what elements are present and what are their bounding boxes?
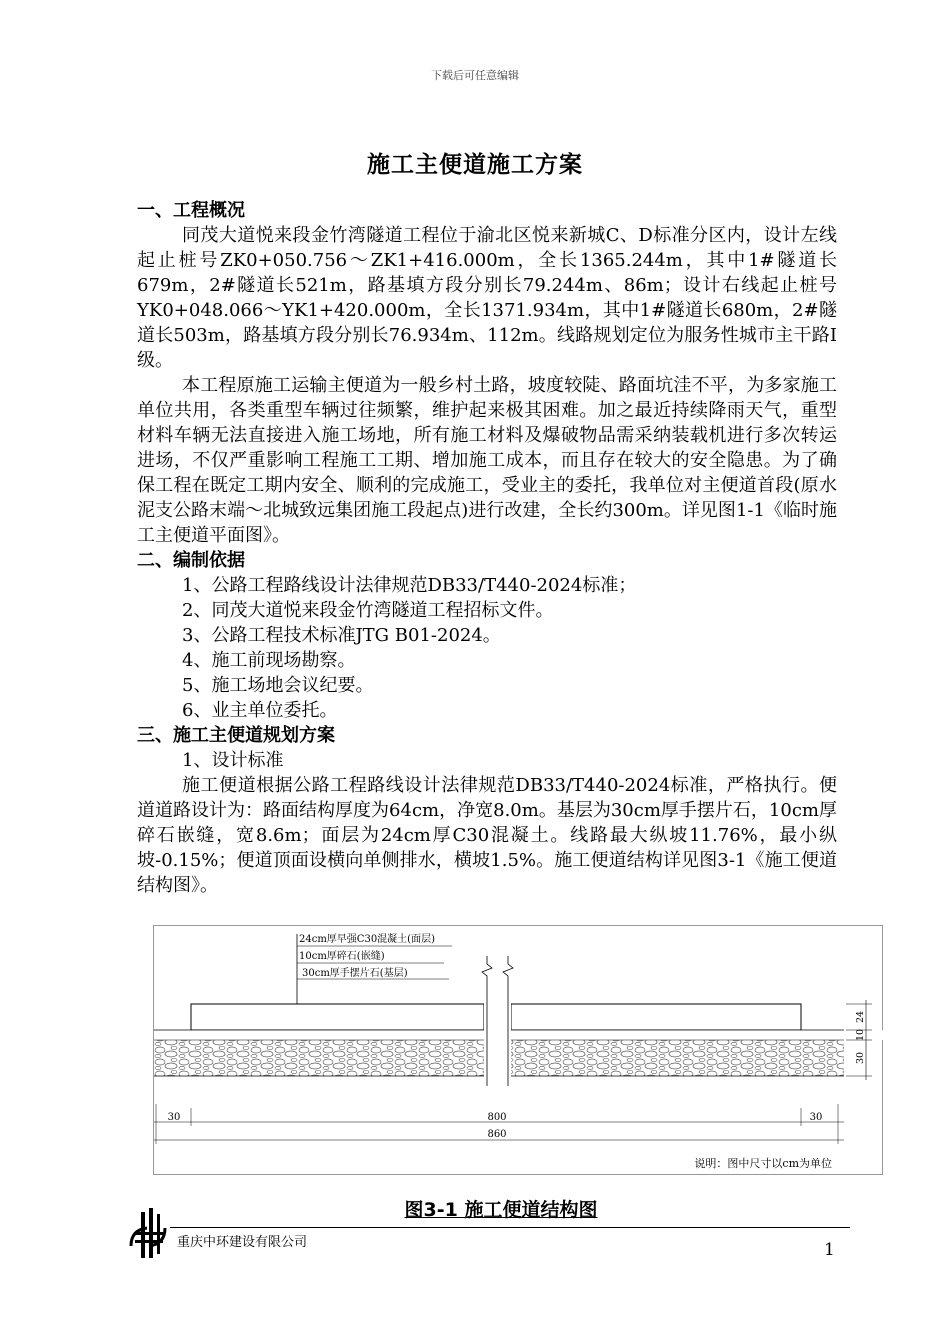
concrete-layer-right — [511, 1004, 801, 1030]
header-watermark: 下载后可任意编辑 — [431, 69, 519, 82]
dim-road-width: 800 — [487, 1112, 507, 1123]
layer-label-gravel: 10cm厚碎石(嵌缝) — [299, 951, 385, 962]
layer-label-base: 30cm厚手摆片石(基层) — [302, 968, 408, 979]
basis-item: 6、业主单位委托。 — [182, 700, 338, 721]
section-1-paragraph-2: 本工程原施工运输主便道为一般乡村土路，坡度较陡、路面坑洼不平，为多家施工单位共用，各类重型车辆过往频繁，维护起来极其困难。加之最近持续降雨天气，重型材料车辆无法直接进入施工场地，所有施工材料及爆破物品需采纳装载机进行多次转运进场，不仅严重影响工程施工工期、增加施工成本，而且存在较大的安全隐患。为了确保工程在既定工期内安全、顺利的完成施工，受业主的委托，我单位对主便道首段(原水泥支公路末端～北城致远集团施工段起点)进行改建，全长约300m。详见图1-1《临时施工主便道平面图》。 — [137, 375, 837, 546]
dim-left-width: 30 — [167, 1112, 181, 1123]
layer-label-surface: 24cm厚早强C30混凝土(面层) — [299, 934, 435, 945]
dim-height-base: 30 — [855, 1051, 866, 1065]
dim-height-gravel: 10 — [855, 1028, 866, 1042]
section-3-paragraph-1: 施工便道根据公路工程路线设计法律规范DB33/T440-2024标准，严格执行。便道道路设计为：路面结构厚度为64cm，净宽8.0m。基层为30cm厚手摆片石，10cm厚碎石嵌缝，宽8.6m；面层为24cm厚C30混凝土。线路最大纵坡11.76%，最小纵坡-0.15%；便道顶面设横向单侧排水，横坡1.5%。施工便道结构详见图3-1《施工便道结构图》。 — [137, 775, 837, 896]
section-2-heading: 二、编制依据 — [137, 550, 245, 571]
figure-note: 说明：图中尺寸以cm为单位 — [694, 1157, 832, 1170]
dim-right-width: 30 — [809, 1112, 823, 1123]
page-number: 1 — [824, 1240, 835, 1260]
concrete-layer-left — [191, 1004, 484, 1030]
basis-item: 5、施工场地会议纪要。 — [182, 675, 374, 696]
section-1-heading: 一、工程概况 — [137, 200, 245, 221]
footer-divider — [170, 1227, 850, 1228]
dim-total-width: 860 — [487, 1129, 507, 1140]
section-1-paragraph-1: 同茂大道悦来段金竹湾隧道工程位于渝北区悦来新城C、D标准分区内，设计左线起止桩号ZK0+050.756～ZK1+416.000m，全长1365.244m，其中1#隧道长679m，2#隧道长521m，路基填方段分别长79.244m、86m；设计右线起止桩号YK0+048.066～YK1+420.000m，全长1371.934m，其中1#隧道长680m，2#隧道长503m，路基填方段分别长76.934m、112m。线路规划定位为服务性城市主干路Ⅰ级。 — [137, 225, 837, 371]
section-3-heading: 三、施工主便道规划方案 — [137, 725, 335, 746]
gravel-layer — [154, 1030, 884, 1040]
document-body — [137, 198, 837, 898]
section-3-subheading: 1、设计标准 — [182, 750, 284, 771]
footer-company-name: 重庆中环建设有限公司 — [177, 1235, 308, 1250]
basis-item: 4、施工前现场勘察。 — [182, 650, 356, 671]
basis-item: 1、公路工程路线设计法律规范DB33/T440-2024标准； — [182, 575, 637, 596]
basis-item: 3、公路工程技术标准JTG B01-2024。 — [182, 625, 501, 646]
road-structure-figure — [153, 925, 883, 1175]
dim-height-surface: 24 — [855, 1010, 866, 1024]
document-title: 施工主便道施工方案 — [367, 152, 583, 178]
break-gap — [484, 956, 511, 1091]
figure-caption: 图3-1 施工便道结构图 — [404, 1199, 598, 1221]
company-logo — [127, 1208, 169, 1266]
basis-item: 2、同茂大道悦来段金竹湾隧道工程招标文件。 — [182, 600, 554, 621]
road-structure-drawing — [154, 926, 884, 1176]
